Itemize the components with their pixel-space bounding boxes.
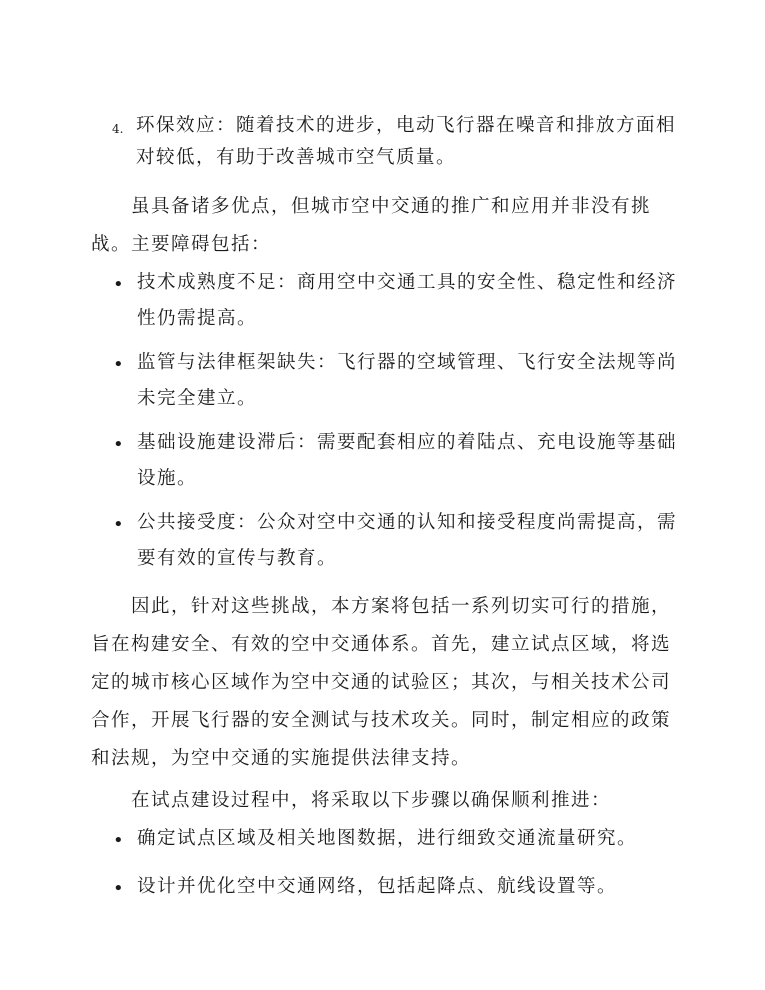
bullet-icon: • <box>113 354 124 375</box>
paragraph-line: 在试点建设过程中，将采取以下步骤以确保顺利推进： <box>131 790 612 811</box>
list-item-line: 设计并优化空中交通网络，包括起降点、航线设置等。 <box>137 876 618 897</box>
paragraph-line: 虽具备诸多优点，但城市空中交通的推广和应用并非没有挑 <box>131 196 652 217</box>
list-item-line: 公共接受度：公众对空中交通的认知和接受程度尚需提高，需 <box>137 512 678 533</box>
list-item-line: 性仍需提高。 <box>137 308 258 329</box>
paragraph-line: 旨在构建安全、有效的空中交通体系。首先，建立试点区域，将选 <box>91 634 672 655</box>
paragraph-line: 合作，开展飞行器的安全测试与技术攻关。同时，制定相应的政策 <box>91 710 672 731</box>
list-item-line: 技术成熟度不足：商用空中交通工具的安全性、稳定性和经济 <box>137 272 678 293</box>
paragraph-line: 战。主要障碍包括： <box>91 234 272 255</box>
item-text-line: 环保效应：随着技术的进步，电动飞行器在噪音和排放方面相 <box>136 115 677 136</box>
bullet-icon: • <box>113 514 124 535</box>
bullet-icon: • <box>113 434 124 455</box>
paragraph-line: 和法规，为空中交通的实施提供法律支持。 <box>91 748 472 769</box>
bullet-icon: • <box>113 274 124 295</box>
bullet-icon: • <box>113 878 124 899</box>
list-item-line: 确定试点区域及相关地图数据，进行细致交通流量研究。 <box>137 828 638 849</box>
paragraph-line: 因此，针对这些挑战，本方案将包括一系列切实可行的措施， <box>131 596 672 617</box>
list-item-line: 监管与法律框架缺失：飞行器的空域管理、飞行安全法规等尚 <box>137 352 678 373</box>
bullet-icon: • <box>113 830 124 851</box>
list-item-line: 未完全建立。 <box>137 388 258 409</box>
list-item-line: 要有效的宣传与教育。 <box>137 548 338 569</box>
list-item-line: 基础设施建设滞后：需要配套相应的着陆点、充电设施等基础 <box>137 432 678 453</box>
list-item-line: 设施。 <box>137 468 198 489</box>
paragraph-line: 定的城市核心区域作为空中交通的试验区；其次，与相关技术公司 <box>91 672 672 693</box>
item-number: 4. <box>112 122 124 136</box>
item-text-line: 对较低，有助于改善城市空气质量。 <box>136 147 457 168</box>
